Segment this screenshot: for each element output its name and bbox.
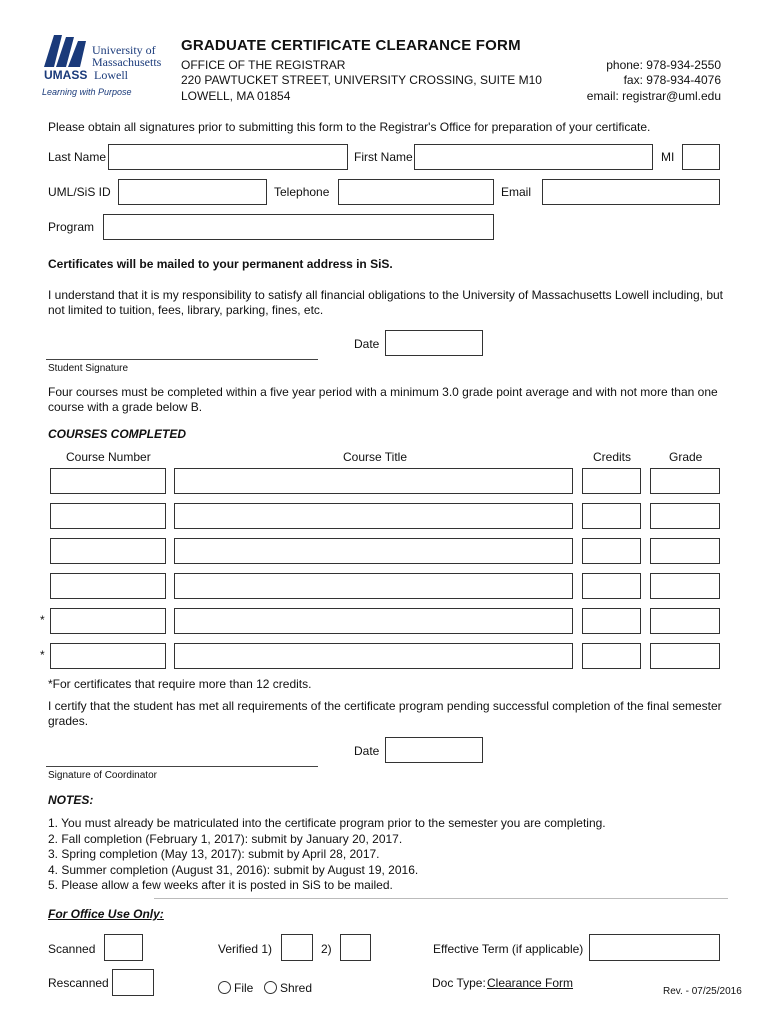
phone-text: phone: 978-934-2550 xyxy=(606,58,721,72)
email-field[interactable] xyxy=(542,179,720,205)
credits-field[interactable] xyxy=(582,503,641,529)
last-name-field[interactable] xyxy=(108,144,348,170)
grade-field[interactable] xyxy=(650,538,720,564)
radio-circle-icon xyxy=(264,981,277,994)
coordinator-date-label: Date xyxy=(354,744,380,758)
course-number-field[interactable] xyxy=(50,503,166,529)
course-number-field[interactable] xyxy=(50,468,166,494)
radio-circle-icon xyxy=(218,981,231,994)
course-number-field[interactable] xyxy=(50,643,166,669)
logo-line3: Lowell xyxy=(94,68,128,82)
telephone-field[interactable] xyxy=(338,179,494,205)
doc-type-value: Clearance Form xyxy=(487,976,574,990)
notes-heading: NOTES: xyxy=(48,793,94,807)
verified1-label: Verified 1) xyxy=(218,942,273,956)
doc-type-label: Doc Type: xyxy=(432,976,486,990)
program-field[interactable] xyxy=(103,214,494,240)
revision-date: Rev. - 07/25/2016 xyxy=(663,986,742,997)
office-divider xyxy=(154,898,728,899)
col-grade: Grade xyxy=(669,450,703,464)
notes-list xyxy=(48,816,606,894)
umass-lowell-logo xyxy=(40,33,160,103)
form-title: GRADUATE CERTIFICATE CLEARANCE FORM xyxy=(181,37,521,54)
logo-brand: UMASS xyxy=(44,68,88,82)
credits-footnote: *For certificates that require more than 12 credits. xyxy=(48,677,312,691)
rescanned-label: Rescanned xyxy=(48,976,109,990)
grade-field[interactable] xyxy=(650,643,720,669)
note-item: 1. You must already be matriculated into the certificate program prior to the semester you are completing. xyxy=(48,816,606,830)
uml-id-field[interactable] xyxy=(118,179,267,205)
course-title-field[interactable] xyxy=(174,538,573,564)
four-courses-text: Four courses must be completed within a five year period with a minimum 3.0 grade point average and with not more than one course with a grade below B. xyxy=(48,385,718,414)
note-item: 2. Fall completion (February 1, 2017): submit by January 20, 2017. xyxy=(48,831,403,846)
verified2-field[interactable] xyxy=(340,934,371,961)
first-name-field[interactable] xyxy=(414,144,653,170)
student-signature-line[interactable] xyxy=(46,359,318,360)
course-title-field[interactable] xyxy=(174,643,573,669)
coordinator-signature-line[interactable] xyxy=(46,766,318,767)
umass-logo-icon xyxy=(40,33,86,67)
credits-field[interactable] xyxy=(582,573,641,599)
mail-notice: Certificates will be mailed to your permanent address in SiS. xyxy=(48,257,393,271)
first-name-label: First Name xyxy=(354,150,413,164)
credits-field[interactable] xyxy=(582,468,641,494)
mi-field[interactable] xyxy=(682,144,720,170)
intro-text: Please obtain all signatures prior to submitting this form to the Registrar's Office for preparation of your certificate. xyxy=(48,120,651,134)
row-asterisk: * xyxy=(40,613,45,627)
office-name: OFFICE OF THE REGISTRAR xyxy=(181,58,346,72)
grade-field[interactable] xyxy=(650,573,720,599)
course-number-field[interactable] xyxy=(50,608,166,634)
effective-term-field[interactable] xyxy=(589,934,720,961)
grade-field[interactable] xyxy=(650,468,720,494)
course-title-field[interactable] xyxy=(174,608,573,634)
file-label: File xyxy=(234,981,254,995)
coordinator-signature-label: Signature of Coordinator xyxy=(48,770,157,781)
credits-field[interactable] xyxy=(582,538,641,564)
note-item: 3. Spring completion (May 13, 2017): submit by April 28, 2017. xyxy=(48,847,380,861)
grade-field[interactable] xyxy=(650,503,720,529)
fax-text: fax: 978-934-4076 xyxy=(623,73,721,87)
credits-field[interactable] xyxy=(582,643,641,669)
course-title-field[interactable] xyxy=(174,468,573,494)
shred-radio[interactable] xyxy=(264,981,312,995)
address-line1: 220 PAWTUCKET STREET, UNIVERSITY CROSSING, SUITE M10 xyxy=(181,73,542,87)
understand-text: I understand that it is my responsibility to satisfy all financial obligations to the University of Massachusetts Lowell including, but not limited to tuition, fees, library, parking, fines, etc. xyxy=(48,288,723,317)
course-number-field[interactable] xyxy=(50,538,166,564)
program-label: Program xyxy=(48,220,95,234)
course-title-field[interactable] xyxy=(174,573,573,599)
telephone-label: Telephone xyxy=(274,185,330,199)
last-name-label: Last Name xyxy=(48,150,107,164)
shred-label: Shred xyxy=(280,981,313,995)
scanned-field[interactable] xyxy=(104,934,143,961)
logo-tagline: Learning with Purpose xyxy=(42,87,132,97)
mi-label: MI xyxy=(661,150,675,164)
coordinator-date-field[interactable] xyxy=(385,737,483,763)
student-date-field[interactable] xyxy=(385,330,483,356)
col-credits: Credits xyxy=(593,450,632,464)
col-course-title: Course Title xyxy=(343,450,408,464)
course-number-field[interactable] xyxy=(50,573,166,599)
logo-line1: University of xyxy=(92,43,156,57)
grade-field[interactable] xyxy=(650,608,720,634)
verified2-label: 2) xyxy=(321,942,332,956)
col-course-number: Course Number xyxy=(66,450,151,464)
email-text: email: registrar@uml.edu xyxy=(586,89,721,103)
address-line2: LOWELL, MA 01854 xyxy=(181,89,291,103)
verified1-field[interactable] xyxy=(281,934,313,961)
file-radio[interactable] xyxy=(218,981,253,995)
rescanned-field[interactable] xyxy=(112,969,154,996)
course-title-field[interactable] xyxy=(174,503,573,529)
logo-line2: Massachusetts xyxy=(92,55,162,69)
office-use-heading: For Office Use Only: xyxy=(48,907,164,921)
email-label: Email xyxy=(501,185,532,199)
credits-field[interactable] xyxy=(582,608,641,634)
certify-text: I certify that the student has met all requirements of the certificate program pending successful completion of the final semester grades. xyxy=(48,699,722,728)
scanned-label: Scanned xyxy=(48,942,96,956)
note-item: 4. Summer completion (August 31, 2016): submit by August 19, 2016. xyxy=(48,862,419,877)
date-label: Date xyxy=(354,337,380,351)
row-asterisk: * xyxy=(40,648,45,662)
student-signature-label: Student Signature xyxy=(48,363,129,374)
uml-id-label: UML/SiS ID xyxy=(48,185,111,199)
note-item: 5. Please allow a few weeks after it is posted in SiS to be mailed. xyxy=(48,878,393,892)
courses-heading: COURSES COMPLETED xyxy=(48,427,187,441)
effective-term-label: Effective Term (if applicable) xyxy=(433,942,584,956)
